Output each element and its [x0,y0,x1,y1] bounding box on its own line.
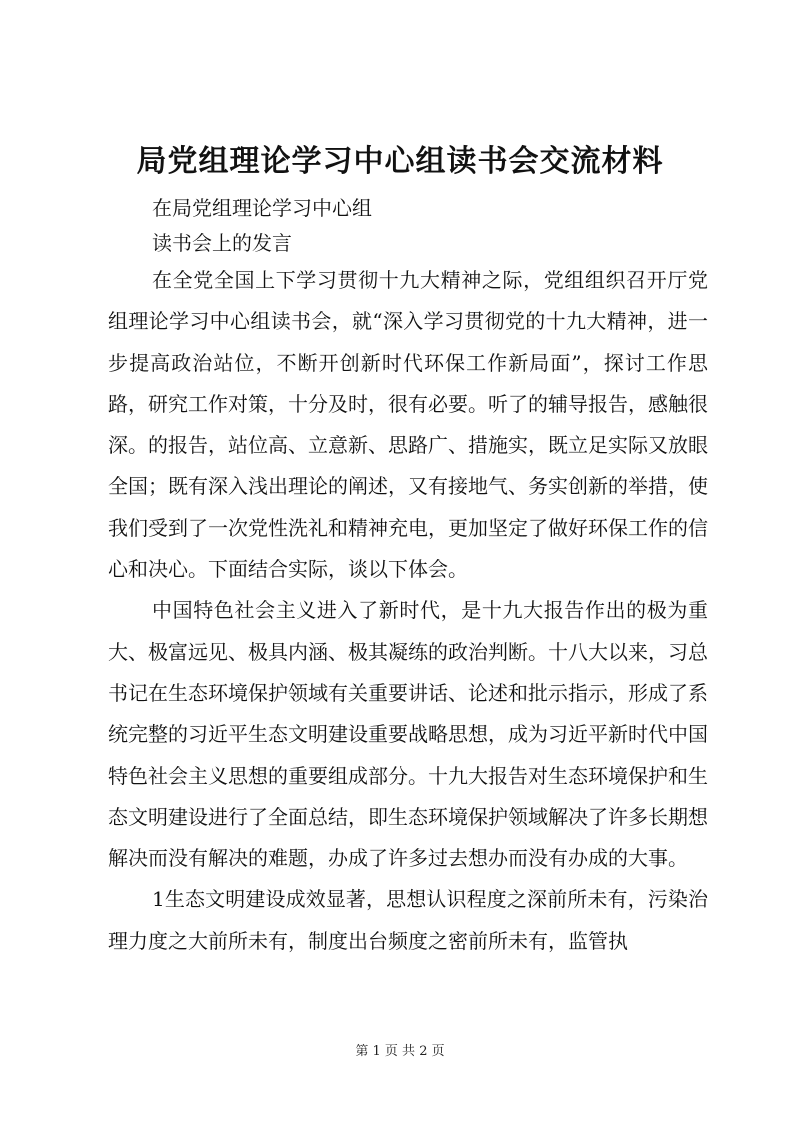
document-body [108,260,708,962]
subtitle-line-2: 读书会上的发言 [152,231,292,255]
paragraph-1: 在全党全国上下学习贯彻十九大精神之际，党组组织召开厅党组理论学习中心组读书会，就“深入学习贯彻党的十九大精神，进一步提高政治站位，不断开创新时代环保工作新局面”，探讨工作思路，研究工作对策，十分及时，很有必要。听了的辅导报告，感触很深。的报告，站位高、立意新、思路广、措施实，既立足实际又放眼全国；既有深入浅出理论的阐述，又有接地气、务实创新的举措，使我们受到了一次党性洗礼和精神充电，更加坚定了做好环保工作的信心和决心。下面结合实际，谈以下体会。 [108,268,708,582]
paragraph-2: 中国特色社会主义进入了新时代，是十九大报告作出的极为重大、极富远见、极具内涵、极其凝练的政治判断。十八大以来，习总书记在生态环境保护领域有关重要讲话、论述和批示指示，形成了系统完整的习近平生态文明建设重要战略思想，成为习近平新时代中国特色社会主义思想的重要组成部分。十九大报告对生态环境保护和生态文明建设进行了全面总结，即生态环境保护领域解决了许多长期想解决而没有解决的难题，办成了许多过去想办而没有办成的大事。 [108,598,708,871]
page-number-label: 第 1 页 共 2 页 [355,1044,445,1059]
paragraph-3: 1生态文明建设成效显著，思想认识程度之深前所未有，污染治理力度之大前所未有，制度出台频度之密前所未有，监管执 [108,887,708,953]
page-footer [0,1042,800,1062]
document-title: 局党组理论学习中心组读书会交流材料 [136,144,664,179]
subtitle-line-1: 在局党组理论学习中心组 [152,196,372,220]
